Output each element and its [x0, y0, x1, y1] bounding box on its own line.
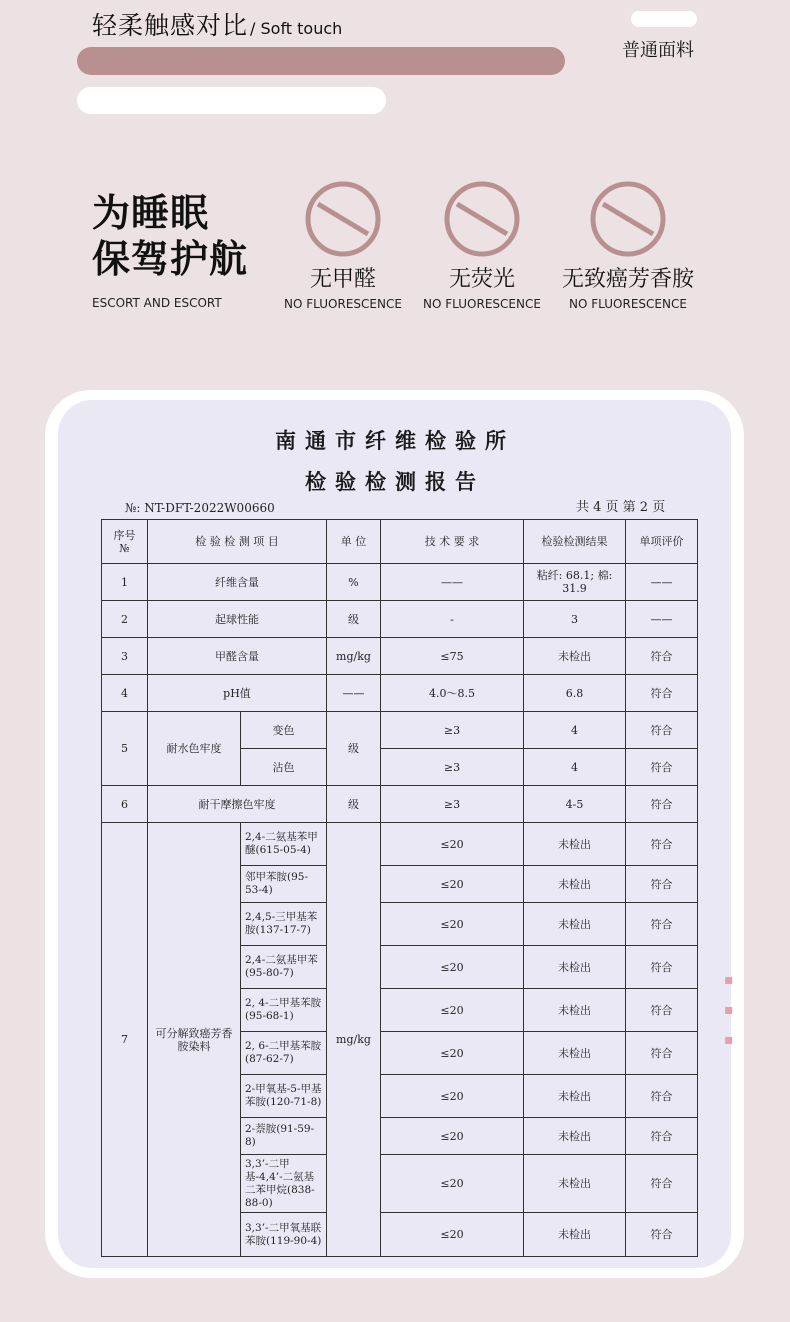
table-cell: 未检出	[524, 866, 626, 903]
header-cell: 单项评价	[626, 520, 698, 564]
table-cell: ≤75	[381, 638, 524, 675]
stamp-edge: ▪ ▪ ▪	[724, 972, 734, 1048]
table-cell: ——	[327, 675, 381, 712]
table-cell: mg/kg	[327, 823, 381, 1257]
section-title-en: / Soft touch	[250, 19, 343, 38]
table-cell: 未检出	[524, 903, 626, 946]
table-cell: 3	[524, 601, 626, 638]
table-cell: 3,3’-二甲基-4,4’-二氨基二苯甲烷(838-88-0)	[241, 1155, 327, 1213]
table-cell: mg/kg	[327, 638, 381, 675]
table-cell: ≤20	[381, 1075, 524, 1118]
table-cell: 未检出	[524, 1213, 626, 1257]
feature-label: 无荧光	[448, 267, 515, 292]
table-cell: ——	[626, 601, 698, 638]
table-cell: 甲醛含量	[148, 638, 327, 675]
feature-sublabel: NO FLUORESCENCE	[569, 297, 687, 311]
table-cell: 2,4-二氨基苯甲醚(615-05-4)	[241, 823, 327, 866]
table-cell: 符合	[626, 675, 698, 712]
table-cell: 3	[102, 638, 148, 675]
table-cell: 耐干摩擦色牢度	[148, 786, 327, 823]
table-cell: 可分解致癌芳香胺染料	[148, 823, 241, 1257]
legend-label: 普通面料	[622, 40, 694, 61]
table-row	[102, 638, 698, 675]
table-cell: 2	[102, 601, 148, 638]
table-cell: 未检出	[524, 989, 626, 1032]
table-cell: ——	[626, 564, 698, 601]
table-cell: 6.8	[524, 675, 626, 712]
table-cell: pH值	[148, 675, 327, 712]
table-cell: 耐水色牢度	[148, 712, 241, 786]
table-cell: 未检出	[524, 1155, 626, 1213]
table-cell: ≤20	[381, 823, 524, 866]
table-cell: 4	[102, 675, 148, 712]
table-cell: -	[381, 601, 524, 638]
table-cell: 6	[102, 786, 148, 823]
table-cell: 符合	[626, 1032, 698, 1075]
table-cell: 符合	[626, 749, 698, 786]
table-cell: 符合	[626, 903, 698, 946]
table-cell: 符合	[626, 946, 698, 989]
header-cell: 单 位	[327, 520, 381, 564]
table-cell: ≥3	[381, 786, 524, 823]
table-cell: 变色	[241, 712, 327, 749]
table-cell: 2, 6-二甲基苯胺(87-62-7)	[241, 1032, 327, 1075]
feature-sublabel: NO FLUORESCENCE	[423, 297, 541, 311]
table-row	[102, 675, 698, 712]
table-cell: 未检出	[524, 823, 626, 866]
table-cell: 符合	[626, 989, 698, 1032]
table-header-row	[102, 520, 698, 564]
table-cell: 未检出	[524, 1032, 626, 1075]
table-cell: ≤20	[381, 1032, 524, 1075]
table-cell: 符合	[626, 786, 698, 823]
report-title: 检验检测报告	[305, 469, 485, 494]
feature-sublabel: NO FLUORESCENCE	[284, 297, 402, 311]
table-cell: 2-甲氧基-5-甲基苯胺(120-71-8)	[241, 1075, 327, 1118]
table-cell: 未检出	[524, 638, 626, 675]
table-cell: 符合	[626, 1118, 698, 1155]
table-row	[102, 823, 698, 866]
table-cell: 纤维含量	[148, 564, 327, 601]
header-cell: 技 术 要 求	[381, 520, 524, 564]
table-cell: 2,4,5-三甲基苯胺(137-17-7)	[241, 903, 327, 946]
table-cell: ≤20	[381, 1213, 524, 1257]
table-cell: 4.0～8.5	[381, 675, 524, 712]
table-cell: ≤20	[381, 866, 524, 903]
table-cell: 2,4-二氨基甲苯(95-80-7)	[241, 946, 327, 989]
table-cell: 符合	[626, 712, 698, 749]
feature-label: 无致癌芳香胺	[561, 267, 694, 292]
table-cell: 邻甲苯胺(95-53-4)	[241, 866, 327, 903]
section-title-cn: 轻柔触感对比	[92, 11, 249, 40]
table-cell: 7	[102, 823, 148, 1257]
report-number: №: NT-DFT-2022W00660	[125, 501, 275, 515]
table-cell: 5	[102, 712, 148, 786]
table-cell: 符合	[626, 1213, 698, 1257]
table-cell: ≥3	[381, 712, 524, 749]
table-cell: %	[327, 564, 381, 601]
table-cell: 符合	[626, 866, 698, 903]
table-row	[102, 601, 698, 638]
table-cell: 4	[524, 749, 626, 786]
table-cell: 级	[327, 601, 381, 638]
report-paper	[58, 400, 734, 1268]
table-cell: 符合	[626, 638, 698, 675]
table-cell: 1	[102, 564, 148, 601]
table-cell: ≤20	[381, 946, 524, 989]
table-row	[102, 712, 698, 749]
report-organization: 南通市纤维检验所	[275, 428, 515, 453]
table-cell: ≤20	[381, 989, 524, 1032]
table-cell: 未检出	[524, 1118, 626, 1155]
table-cell: ≥3	[381, 749, 524, 786]
table-cell: 未检出	[524, 1075, 626, 1118]
table-cell: ≤20	[381, 1118, 524, 1155]
table-cell: 未检出	[524, 946, 626, 989]
table-cell: 2-萘胺(91-59-8)	[241, 1118, 327, 1155]
table-row	[102, 564, 698, 601]
table-cell: 3,3’-二甲氧基联苯胺(119-90-4)	[241, 1213, 327, 1257]
slogan-en: ESCORT AND ESCORT	[92, 296, 222, 310]
table-cell: 沾色	[241, 749, 327, 786]
slogan-line-2: 保驾护航	[92, 237, 249, 281]
table-cell: 级	[327, 786, 381, 823]
report-table	[101, 519, 698, 1257]
table-cell: 符合	[626, 1155, 698, 1213]
table-cell: 起球性能	[148, 601, 327, 638]
feature-label: 无甲醛	[309, 267, 376, 292]
table-cell: 粘纤: 68.1; 棉: 31.9	[524, 564, 626, 601]
header-cell: 检 验 检 测 项 目	[148, 520, 327, 564]
table-cell: 2, 4-二甲基苯胺(95-68-1)	[241, 989, 327, 1032]
header-cell: 检验检测结果	[524, 520, 626, 564]
table-cell: ≤20	[381, 1155, 524, 1213]
table-cell: 4-5	[524, 786, 626, 823]
report-page-info: 共 4 页 第 2 页	[576, 500, 666, 515]
table-row	[102, 786, 698, 823]
table-cell: 符合	[626, 1075, 698, 1118]
table-cell: 符合	[626, 823, 698, 866]
header-cell: 序号 №	[102, 520, 148, 564]
table-cell: 级	[327, 712, 381, 786]
slogan-line-1: 为睡眠	[92, 191, 210, 235]
table-cell: ≤20	[381, 903, 524, 946]
table-cell: 4	[524, 712, 626, 749]
table-cell: ——	[381, 564, 524, 601]
